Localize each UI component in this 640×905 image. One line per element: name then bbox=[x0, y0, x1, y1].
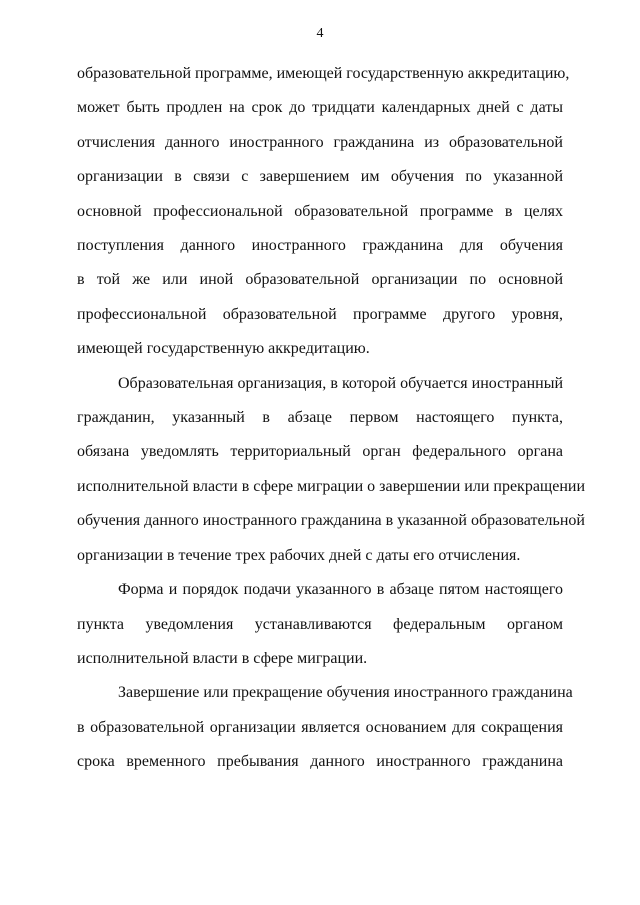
text-line: может быть продлен на срок до тридцати календарных дней с даты bbox=[77, 99, 563, 117]
text-line: исполнительной власти в сфере миграции. bbox=[77, 649, 368, 667]
paragraph-termination bbox=[77, 676, 573, 779]
text-line: пункта уведомления устанавливаются федеральным органом bbox=[77, 615, 563, 633]
text-line: исполнительной власти в сфере миграции о завершении или прекращении bbox=[77, 477, 586, 495]
text-line: Форма и порядок подачи указанного в абзаце пятом настоящего bbox=[118, 581, 563, 599]
text-line: организации в связи с завершением им обучения по указанной bbox=[77, 168, 563, 186]
text-line: в образовательной организации является основанием для сокращения bbox=[77, 718, 563, 736]
text-line: основной профессиональной образовательной программе в целях bbox=[77, 202, 563, 220]
text-line: организации в течение трех рабочих дней с даты его отчисления. bbox=[77, 546, 521, 564]
text-line: обязана уведомлять территориальный орган федерального органа bbox=[77, 443, 563, 461]
text-line: срока временного пребывания данного иностранного гражданина bbox=[77, 753, 563, 771]
text-line: поступления данного иностранного гражданина для обучения bbox=[77, 237, 563, 255]
text-line: в той же или иной образовательной организации по основной bbox=[77, 271, 563, 289]
text-line: имеющей государственную аккредитацию. bbox=[77, 340, 370, 358]
text-line: гражданин, указанный в абзаце первом настоящего пункта, bbox=[77, 409, 563, 427]
text-line: профессиональной образовательной программе другого уровня, bbox=[77, 305, 563, 323]
paragraph-organization-duty bbox=[77, 367, 586, 573]
page-number: 4 bbox=[316, 26, 324, 41]
text-line: Образовательная организация, в которой обучается иностранный bbox=[118, 374, 563, 392]
document-body bbox=[77, 57, 586, 780]
text-line: обучения данного иностранного гражданина в указанной образовательной bbox=[77, 512, 585, 530]
text-line: образовательной программе, имеющей государственную аккредитацию, bbox=[77, 65, 570, 82]
text-line: Завершение или прекращение обучения иностранного гражданина bbox=[118, 684, 573, 702]
text-line: отчисления данного иностранного гражданина из образовательной bbox=[77, 133, 563, 151]
paragraph-continuation bbox=[77, 57, 570, 367]
paragraph-notification-form bbox=[77, 573, 563, 676]
